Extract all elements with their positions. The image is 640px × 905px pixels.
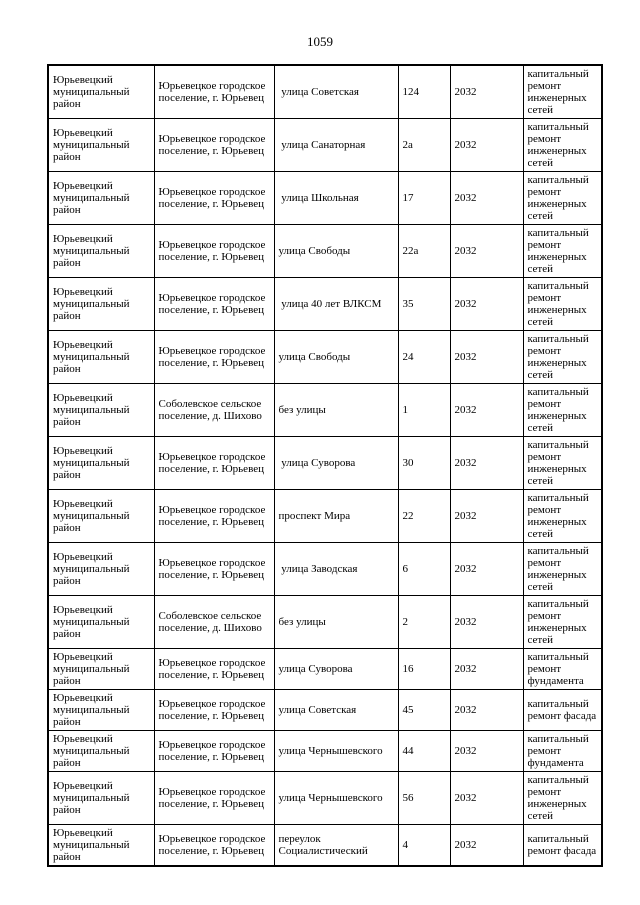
- cell-work: капитальный ремонт инженерных сетей: [523, 543, 602, 596]
- cell-district: Юрьевецкий муниципальный район: [48, 65, 154, 119]
- cell-year: 2032: [450, 596, 523, 649]
- table-row: [48, 690, 602, 731]
- table-row: [48, 437, 602, 490]
- cell-house: 44: [398, 731, 450, 772]
- cell-year: 2032: [450, 172, 523, 225]
- cell-house: 6: [398, 543, 450, 596]
- cell-settlement: Юрьевецкое городское поселение, г. Юрьевец: [154, 690, 274, 731]
- cell-work: капитальный ремонт инженерных сетей: [523, 172, 602, 225]
- cell-district: Юрьевецкий муниципальный район: [48, 278, 154, 331]
- cell-street: улица Свободы: [274, 331, 398, 384]
- cell-house: 56: [398, 772, 450, 825]
- cell-work: капитальный ремонт инженерных сетей: [523, 278, 602, 331]
- cell-district: Юрьевецкий муниципальный район: [48, 225, 154, 278]
- table-row: [48, 278, 602, 331]
- table-row: [48, 825, 602, 867]
- table-row: [48, 172, 602, 225]
- cell-settlement: Юрьевецкое городское поселение, г. Юрьевец: [154, 731, 274, 772]
- cell-year: 2032: [450, 119, 523, 172]
- table-row: [48, 384, 602, 437]
- table-row: [48, 649, 602, 690]
- cell-settlement: Юрьевецкое городское поселение, г. Юрьевец: [154, 278, 274, 331]
- cell-street: улица 40 лет ВЛКСМ: [274, 278, 398, 331]
- cell-settlement: Юрьевецкое городское поселение, г. Юрьевец: [154, 490, 274, 543]
- cell-year: 2032: [450, 278, 523, 331]
- cell-work: капитальный ремонт инженерных сетей: [523, 119, 602, 172]
- table-row: [48, 596, 602, 649]
- cell-year: 2032: [450, 65, 523, 119]
- cell-street: улица Суворова: [274, 437, 398, 490]
- cell-street: улица Чернышевского: [274, 772, 398, 825]
- cell-settlement: Юрьевецкое городское поселение, г. Юрьевец: [154, 172, 274, 225]
- cell-district: Юрьевецкий муниципальный район: [48, 649, 154, 690]
- cell-street: переулок Социалистический: [274, 825, 398, 867]
- cell-year: 2032: [450, 543, 523, 596]
- cell-year: 2032: [450, 772, 523, 825]
- cell-settlement: Юрьевецкое городское поселение, г. Юрьевец: [154, 119, 274, 172]
- cell-street: улица Школьная: [274, 172, 398, 225]
- table-row: [48, 731, 602, 772]
- table-row: [48, 490, 602, 543]
- cell-settlement: Юрьевецкое городское поселение, г. Юрьевец: [154, 331, 274, 384]
- cell-year: 2032: [450, 731, 523, 772]
- cell-year: 2032: [450, 437, 523, 490]
- cell-settlement: Юрьевецкое городское поселение, г. Юрьевец: [154, 543, 274, 596]
- cell-house: 22: [398, 490, 450, 543]
- cell-street: без улицы: [274, 384, 398, 437]
- cell-year: 2032: [450, 225, 523, 278]
- table-row: [48, 331, 602, 384]
- cell-work: капитальный ремонт инженерных сетей: [523, 331, 602, 384]
- cell-street: улица Заводская: [274, 543, 398, 596]
- cell-district: Юрьевецкий муниципальный район: [48, 543, 154, 596]
- cell-work: капитальный ремонт инженерных сетей: [523, 772, 602, 825]
- cell-district: Юрьевецкий муниципальный район: [48, 437, 154, 490]
- table-row: [48, 65, 602, 119]
- cell-house: 2а: [398, 119, 450, 172]
- table-row: [48, 225, 602, 278]
- cell-work: капитальный ремонт фасада: [523, 690, 602, 731]
- cell-work: капитальный ремонт фундамента: [523, 731, 602, 772]
- cell-settlement: Юрьевецкое городское поселение, г. Юрьевец: [154, 772, 274, 825]
- cell-district: Юрьевецкий муниципальный район: [48, 119, 154, 172]
- cell-year: 2032: [450, 384, 523, 437]
- cell-settlement: Юрьевецкое городское поселение, г. Юрьевец: [154, 649, 274, 690]
- cell-house: 2: [398, 596, 450, 649]
- cell-house: 35: [398, 278, 450, 331]
- cell-house: 24: [398, 331, 450, 384]
- cell-house: 1: [398, 384, 450, 437]
- cell-street: улица Санаторная: [274, 119, 398, 172]
- cell-house: 30: [398, 437, 450, 490]
- cell-street: улица Свободы: [274, 225, 398, 278]
- cell-district: Юрьевецкий муниципальный район: [48, 384, 154, 437]
- cell-district: Юрьевецкий муниципальный район: [48, 731, 154, 772]
- cell-settlement: Юрьевецкое городское поселение, г. Юрьевец: [154, 437, 274, 490]
- cell-district: Юрьевецкий муниципальный район: [48, 172, 154, 225]
- cell-street: без улицы: [274, 596, 398, 649]
- cell-district: Юрьевецкий муниципальный район: [48, 690, 154, 731]
- cell-street: улица Советская: [274, 690, 398, 731]
- table-row: [48, 543, 602, 596]
- cell-district: Юрьевецкий муниципальный район: [48, 596, 154, 649]
- cell-house: 4: [398, 825, 450, 867]
- cell-year: 2032: [450, 825, 523, 867]
- cell-work: капитальный ремонт инженерных сетей: [523, 225, 602, 278]
- table-row: [48, 772, 602, 825]
- cell-street: улица Чернышевского: [274, 731, 398, 772]
- table-row: [48, 119, 602, 172]
- cell-work: капитальный ремонт инженерных сетей: [523, 437, 602, 490]
- cell-house: 124: [398, 65, 450, 119]
- cell-district: Юрьевецкий муниципальный район: [48, 331, 154, 384]
- cell-work: капитальный ремонт инженерных сетей: [523, 490, 602, 543]
- cell-work: капитальный ремонт фундамента: [523, 649, 602, 690]
- cell-settlement: Соболевское сельское поселение, д. Шихово: [154, 384, 274, 437]
- cell-year: 2032: [450, 690, 523, 731]
- cell-work: капитальный ремонт фасада: [523, 825, 602, 867]
- cell-work: капитальный ремонт инженерных сетей: [523, 384, 602, 437]
- cell-house: 45: [398, 690, 450, 731]
- cell-street: улица Суворова: [274, 649, 398, 690]
- cell-district: Юрьевецкий муниципальный район: [48, 490, 154, 543]
- table-body: [48, 65, 602, 866]
- page-number: 1059: [307, 34, 333, 49]
- cell-settlement: Юрьевецкое городское поселение, г. Юрьевец: [154, 65, 274, 119]
- cell-district: Юрьевецкий муниципальный район: [48, 772, 154, 825]
- cell-street: улица Советская: [274, 65, 398, 119]
- cell-district: Юрьевецкий муниципальный район: [48, 825, 154, 867]
- cell-settlement: Соболевское сельское поселение, д. Шихово: [154, 596, 274, 649]
- cell-year: 2032: [450, 649, 523, 690]
- cell-work: капитальный ремонт инженерных сетей: [523, 65, 602, 119]
- cell-street: проспект Мира: [274, 490, 398, 543]
- cell-house: 17: [398, 172, 450, 225]
- repairs-table: [47, 64, 603, 867]
- cell-settlement: Юрьевецкое городское поселение, г. Юрьевец: [154, 225, 274, 278]
- cell-house: 16: [398, 649, 450, 690]
- cell-year: 2032: [450, 490, 523, 543]
- cell-work: капитальный ремонт инженерных сетей: [523, 596, 602, 649]
- cell-year: 2032: [450, 331, 523, 384]
- cell-house: 22а: [398, 225, 450, 278]
- cell-settlement: Юрьевецкое городское поселение, г. Юрьевец: [154, 825, 274, 867]
